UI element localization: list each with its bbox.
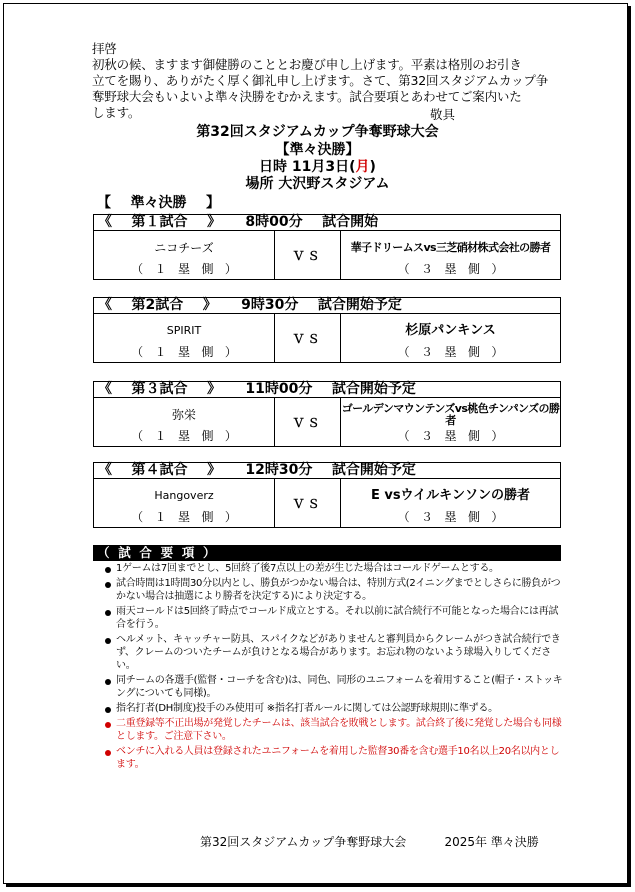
side-b: （ ３ 塁 側 ） [397,262,504,276]
greeting-line: 初秋の候、ますます御健勝のこととお慶び申し上げます。平素は格別のお引き [92,57,522,72]
game-table [93,230,561,280]
game-header: 《 第４試合 》 12時30分 試合開始予定 [93,462,561,478]
requirement-item: 雨天コールドは5回終了時点でコールド成立とする。それ以前に試合続行不可能となった場合には再試合を行う。 [105,605,563,631]
bullet-icon [105,567,111,573]
section-header: 【 準々決勝 】 [97,195,220,211]
requirements-list [105,562,563,773]
side-b: （ ３ 塁 側 ） [397,429,504,443]
date-suffix: ) [369,159,376,175]
home-cell [94,231,275,279]
team-a: SPIRIT [166,324,202,337]
bullet-icon [105,679,111,685]
side-a: （ １ 塁 側 ） [131,510,237,524]
bullet-icon [105,582,111,588]
greeting-line: 奪野球大会もいよいよ準々決勝をむかえます。試合要項とあわせてご案内いた [92,89,522,104]
game-header: 《 第2試合 》 9時30分 試合開始予定 [93,297,561,313]
team-b: 華子ドリームスvs三芝硝材株式会社の勝者 [350,241,551,254]
event-date [0,159,635,175]
vs-label: ＶＳ [275,231,341,279]
away-cell [341,398,560,446]
vs-label: ＶＳ [275,479,341,527]
game-table [93,397,561,447]
game-header: 《 第１試合 》 8時00分 試合開始 [93,214,561,230]
home-cell [94,479,275,527]
away-cell [341,314,560,362]
requirement-item: 試合時間は1時間30分以内とし、勝負がつかない場合は、特別方式(2イニングまでとしさらに勝負がつかない場合は抽選により勝者を決定する)により決定する。 [105,577,563,603]
bullet-icon [105,750,111,756]
home-cell [94,314,275,362]
game-block-1 [93,214,561,280]
game-block-2 [93,297,561,363]
requirement-item: 同チームの各選手(監督・コーチを含む)は、同色、同形のユニフォームを着用すること(帽子・ストッキングについても同様)。 [105,674,563,700]
team-a: Hangoverz [154,489,214,502]
home-cell [94,398,275,446]
vs-label: ＶＳ [275,314,341,362]
side-b: （ ３ 塁 側 ） [397,345,504,359]
requirement-item: 1ゲームは7回までとし、5回終了後7点以上の差が生じた場合はコールドゲームとする。 [105,562,563,575]
vs-label: ＶＳ [275,398,341,446]
greeting-line: します。 [92,105,141,120]
greeting-line: 拝啓 [92,41,117,56]
game-block-4 [93,462,561,528]
away-cell [341,479,560,527]
event-round: 【準々決勝】 [275,142,360,158]
game-block-3 [93,381,561,447]
side-a: （ １ 塁 側 ） [131,262,237,276]
date-prefix: 日時 11月3日( [259,159,356,175]
greeting-line: 立てを賜り、ありがたく厚く御礼申し上げます。さて、第32回スタジアムカップ争 [92,73,549,88]
game-table [93,313,561,363]
greeting-closing: 敬具 [430,107,456,122]
bullet-icon [105,610,111,616]
away-cell [341,231,560,279]
bullet-icon [105,707,111,713]
event-title: 第32回スタジアムカップ争奪野球大会 [196,124,439,140]
game-header: 《 第３試合 》 11時00分 試合開始予定 [93,381,561,397]
team-b: 杉原パンキンス [405,323,496,338]
requirement-item-warning: ベンチに入れる人員は登録されたユニフォームを着用した監督30番を含む選手10名以上20名以内とします。 [105,745,563,771]
requirement-item: ヘルメット、キャッチャー防具、スパイクなどがありませんと審判員からクレームがつき試合続行できず、クレームのついたチームが負けとなる場合があります。お忘れ物のないよう球場入りしてください。 [105,633,563,672]
side-a: （ １ 塁 側 ） [131,429,237,443]
team-a: ニコチーズ [154,241,214,255]
bullet-icon [105,722,111,728]
side-b: （ ３ 塁 側 ） [397,510,504,524]
bullet-icon [105,638,111,644]
date-day: 月 [355,159,370,175]
team-a: 弥栄 [171,408,196,422]
side-a: （ １ 塁 側 ） [131,345,237,359]
team-b: ゴールデンマウンテンズvs桃色チンパンズの勝者 [341,402,560,427]
game-table [93,478,561,528]
team-b: E vsウイルキンソンの勝者 [370,488,531,503]
page-footer: 第32回スタジアムカップ争奪野球大会 2025年 準々決勝 [200,835,539,849]
requirements-header: （ 試 合 要 項 ） [93,545,561,561]
greeting-letter [92,41,562,121]
requirement-item: 指名打者(DH制度)投手のみ使用可 ※指名打者ルールに関しては公認野球規則に準ずる。 [105,702,563,715]
event-venue: 場所 大沢野スタジアム [245,176,390,192]
requirement-item-warning: 二重登録等不正出場が発覚したチームは、該当試合を敗戦とします。試合終了後に発覚した場合も同様とします。ご注意下さい。 [105,717,563,743]
